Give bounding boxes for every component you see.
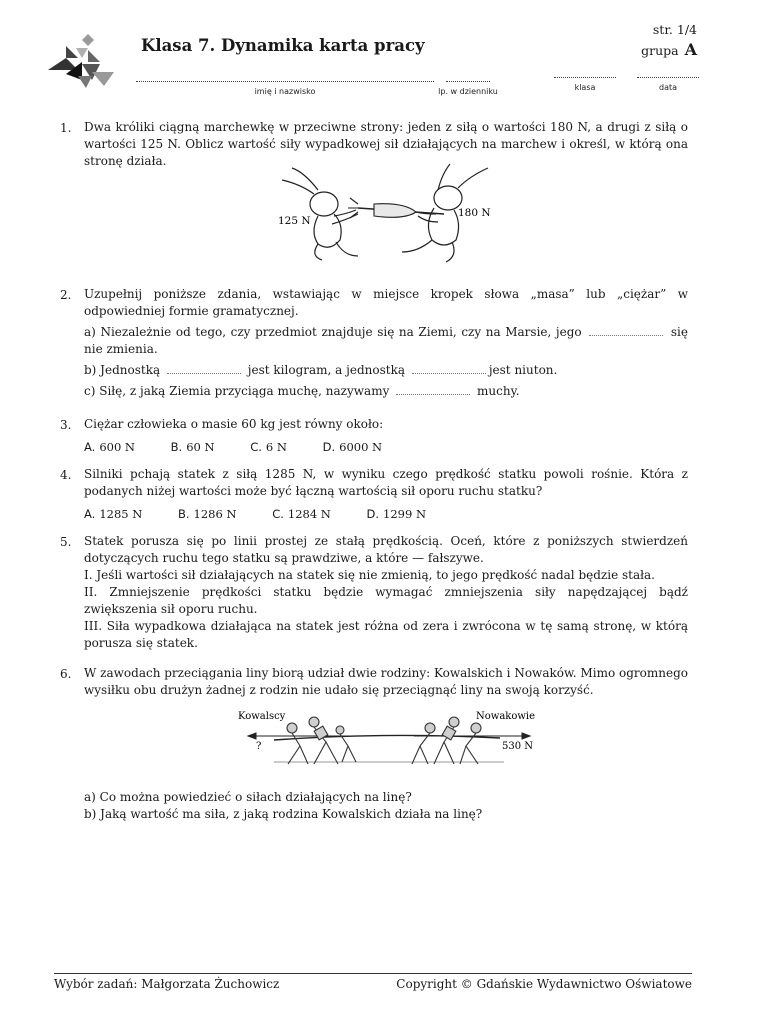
option-text: 1299 N — [383, 507, 427, 521]
question-3 — [58, 416, 688, 456]
name-field[interactable] — [136, 72, 434, 96]
kowalscy-team — [287, 717, 356, 764]
option-letter: C. — [250, 440, 262, 454]
sentence-a-end: się nie zmienia. — [84, 325, 688, 356]
sentence-b-end: jest niuton. — [488, 363, 558, 377]
register-number-label: lp. w dzienniku — [438, 87, 498, 96]
option-b[interactable] — [178, 506, 237, 523]
register-number-line[interactable] — [446, 72, 490, 82]
option-b[interactable] — [171, 439, 215, 456]
class-field[interactable] — [554, 68, 616, 92]
question-2 — [58, 286, 688, 400]
subquestion-a: a) Co można powiedzieć o siłach działających na linę? — [84, 790, 412, 804]
left-rabbit — [282, 168, 358, 260]
question-text: W zawodach przeciągania liny biorą udział dwie rodziny: Kowalskich i Nowaków. Mimo ogromnego wysiłku obu drużyn żadnej z rodzin nie udało się przeciągnąć liny na swoją korzyść. — [84, 666, 688, 697]
statement-1: I. Jeśli wartości sił działających na statek się nie zmienią, to jego prędkość nadal będzie stała. — [84, 568, 655, 582]
group-label: grupa — [641, 43, 679, 58]
answer-options — [84, 439, 688, 456]
nowakowie-team — [412, 717, 481, 764]
question-text: Statek porusza się po linii prostej ze stałą prędkością. Oceń, które z poniższych stwierdzeń dotyczących ruchu tego statku są prawdziwe, a które — fałszywe. — [84, 534, 688, 565]
sentence-a-start: a) Niezależnie od tego, czy przedmiot znajduje się na Ziemi, czy na Marsie, jego — [84, 325, 582, 339]
sentence-b-start: b) Jednostką — [84, 363, 161, 377]
question-text: Ciężar człowieka o masie 60 kg jest równy około: — [84, 417, 384, 431]
option-d[interactable] — [367, 506, 427, 523]
question-number: 2. — [60, 288, 72, 302]
name-field-line[interactable] — [136, 72, 434, 82]
carrot — [348, 198, 444, 218]
blank-c[interactable] — [396, 384, 470, 395]
blank-b2[interactable] — [412, 363, 486, 374]
left-force-label: 125 N — [278, 215, 311, 227]
right-force-label: 530 N — [502, 741, 534, 752]
question-number: 6. — [60, 667, 72, 681]
option-text: 600 N — [99, 440, 135, 454]
rabbits-carrot-illustration — [274, 160, 504, 266]
option-text: 6 N — [265, 440, 287, 454]
option-a[interactable] — [84, 439, 135, 456]
question-number: 4. — [60, 468, 72, 482]
option-c[interactable] — [250, 439, 287, 456]
footer-copyright: Copyright © Gdańskie Wydawnictwo Oświatowe — [396, 977, 692, 991]
sentence-a — [84, 324, 688, 358]
sentence-c-start: c) Siłę, z jaką Ziemia przyciąga muchę, nazywamy — [84, 384, 390, 398]
question-number: 1. — [60, 121, 72, 135]
subquestion-b: b) Jaką wartość ma siła, z jaką rodzina Kowalskich działa na linę? — [84, 807, 483, 821]
sentence-b — [84, 362, 688, 379]
class-field-label: klasa — [574, 83, 596, 92]
right-force-label: 180 N — [458, 207, 491, 219]
register-number-field[interactable] — [438, 72, 498, 96]
option-text: 6000 N — [339, 440, 383, 454]
left-team-label: Kowalscy — [238, 711, 286, 722]
option-letter: A. — [84, 507, 96, 521]
option-letter: D. — [322, 440, 336, 454]
blank-b1[interactable] — [167, 363, 241, 374]
sentence-c-end: muchy. — [477, 384, 520, 398]
date-field[interactable] — [637, 68, 699, 92]
option-a[interactable] — [84, 506, 142, 523]
sentence-b-middle: jest kilogram, a jednostką — [247, 363, 405, 377]
statement-2: II. Zmniejszenie prędkości statku będzie wymagać zmniejszenia siły napędzającej bądź zwiększenia sił oporu ruchu. — [84, 585, 688, 616]
footer-divider — [54, 973, 692, 974]
option-letter: B. — [170, 440, 183, 454]
option-letter: C. — [272, 507, 284, 521]
class-field-line[interactable] — [554, 68, 616, 78]
option-c[interactable] — [272, 506, 331, 523]
option-text: 1284 N — [287, 507, 331, 521]
footer-author: Wybór zadań: Małgorzata Żuchowicz — [54, 977, 280, 991]
page-number: str. 1/4 — [652, 22, 697, 37]
sentence-c — [84, 383, 688, 400]
question-text: Silniki pchają statek z siłą 1285 N, w wyniku czego prędkość statku powoli rośnie. Która z podanych niżej wartości może być łączną wartością sił oporu ruchu statku? — [84, 467, 688, 498]
question-6 — [58, 665, 688, 699]
option-text: 1285 N — [99, 507, 143, 521]
name-field-label: imię i nazwisko — [254, 87, 316, 96]
option-letter: D. — [366, 507, 380, 521]
option-letter: A. — [84, 440, 96, 454]
option-text: 1286 N — [193, 507, 237, 521]
question-5 — [58, 533, 688, 652]
blank-a[interactable] — [589, 325, 663, 336]
option-letter: B. — [177, 507, 190, 521]
question-6-subquestions — [58, 789, 688, 823]
option-d[interactable] — [323, 439, 383, 456]
option-text: 60 N — [186, 440, 215, 454]
left-force-label: ? — [256, 741, 262, 752]
question-text: Uzupełnij poniższe zdania, wstawiając w miejsce kropek słowa „masa” lub „ciężar” w odpowiedniej formie gramatycznej. — [84, 287, 688, 318]
question-text: Dwa króliki ciągną marchewkę w przeciwne strony: jeden z siłą o wartości 180 N, a drugi z siłą o wartości 125 N. Oblicz wartość siły wypadkowej sił działających na marchew i określ, w którą ona stronę działa. — [84, 120, 688, 168]
question-number: 5. — [60, 535, 72, 549]
tug-of-war-illustration — [234, 706, 540, 776]
page-title: Klasa 7. Dynamika karta pracy — [141, 36, 425, 55]
group-letter: A — [684, 40, 697, 59]
student-info-fields — [0, 72, 768, 102]
answer-options — [84, 506, 688, 523]
question-4 — [58, 466, 688, 523]
statement-3: III. Siła wypadkowa działająca na statek jest różna od zera i zwrócona w tę samą stronę, w którą porusza się statek. — [84, 619, 688, 650]
date-field-line[interactable] — [637, 68, 699, 78]
group-indicator — [641, 40, 697, 59]
right-team-label: Nowakowie — [476, 711, 536, 722]
question-number: 3. — [60, 418, 72, 432]
date-field-label: data — [658, 83, 678, 92]
